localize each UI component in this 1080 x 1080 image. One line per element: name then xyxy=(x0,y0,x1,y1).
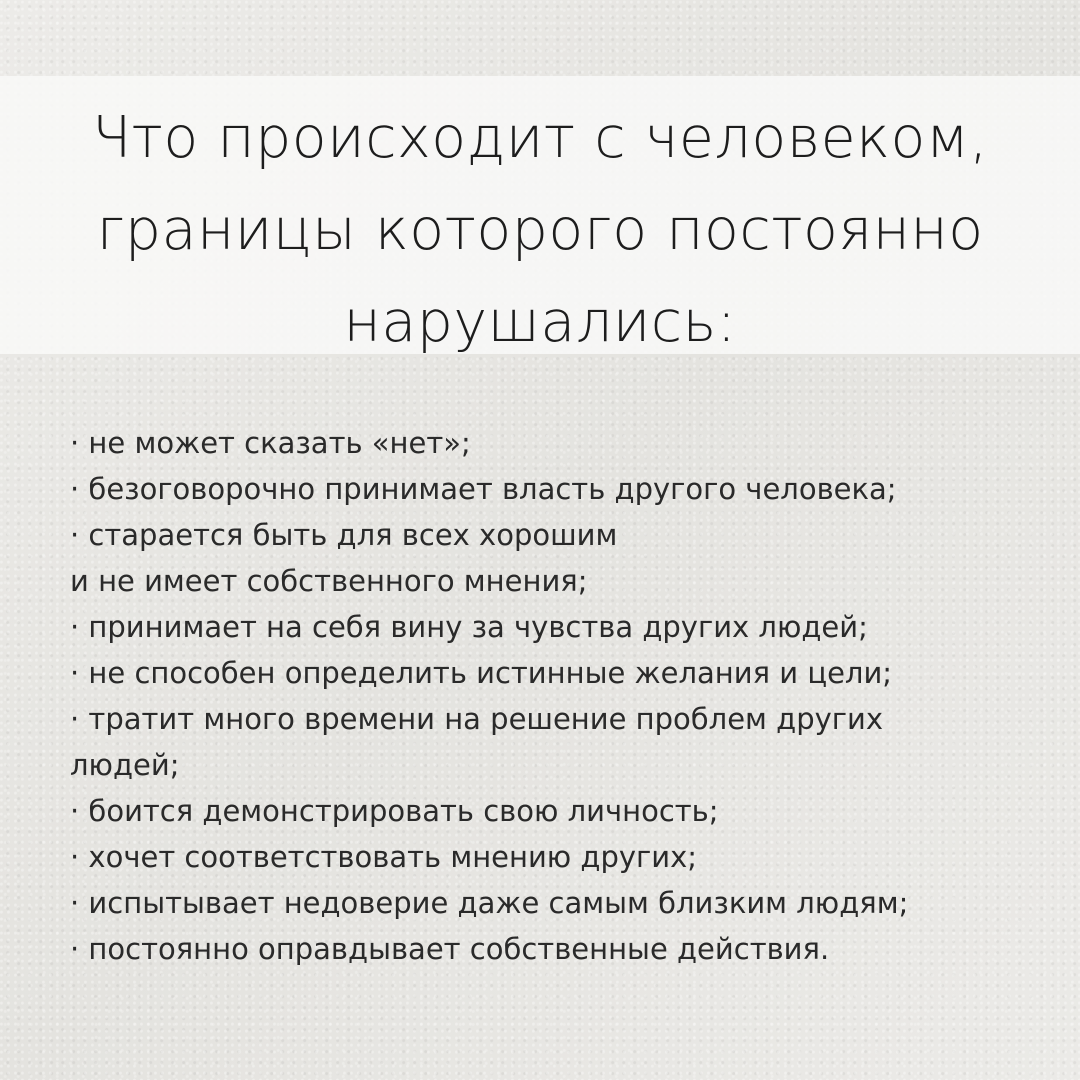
list-line-4: и не имеет собственного мнения; xyxy=(70,564,588,598)
list-line-10: · хочет соответствовать мнению других; xyxy=(70,840,698,874)
list-line-9: · боится демонстрировать свою личность; xyxy=(70,794,719,828)
list-line-6: · не способен определить истинные желания и цели; xyxy=(70,656,893,690)
list-line-1: · не может сказать «нет»; xyxy=(70,426,471,460)
list-line-7: · тратит много времени на решение проблем других xyxy=(70,702,884,736)
list-line-5: · принимает на себя вину за чувства других людей; xyxy=(70,610,868,644)
list-line-2: · безоговорочно принимает власть другого человека; xyxy=(70,472,897,506)
list-line-3: · старается быть для всех хорошим xyxy=(70,518,618,552)
title-banner xyxy=(0,76,1080,354)
list-line-12: · постоянно оправдывает собственные действия. xyxy=(70,932,830,966)
list-line-11: · испытывает недоверие даже самым близким людям; xyxy=(70,886,909,920)
title-line-3: нарушались: xyxy=(343,289,737,355)
symptoms-list xyxy=(70,420,1050,972)
list-line-8: людей; xyxy=(70,748,180,782)
title-line-1: Что происходит с человеком, xyxy=(91,105,989,171)
title-line-2: границы которого постоянно xyxy=(96,197,984,263)
